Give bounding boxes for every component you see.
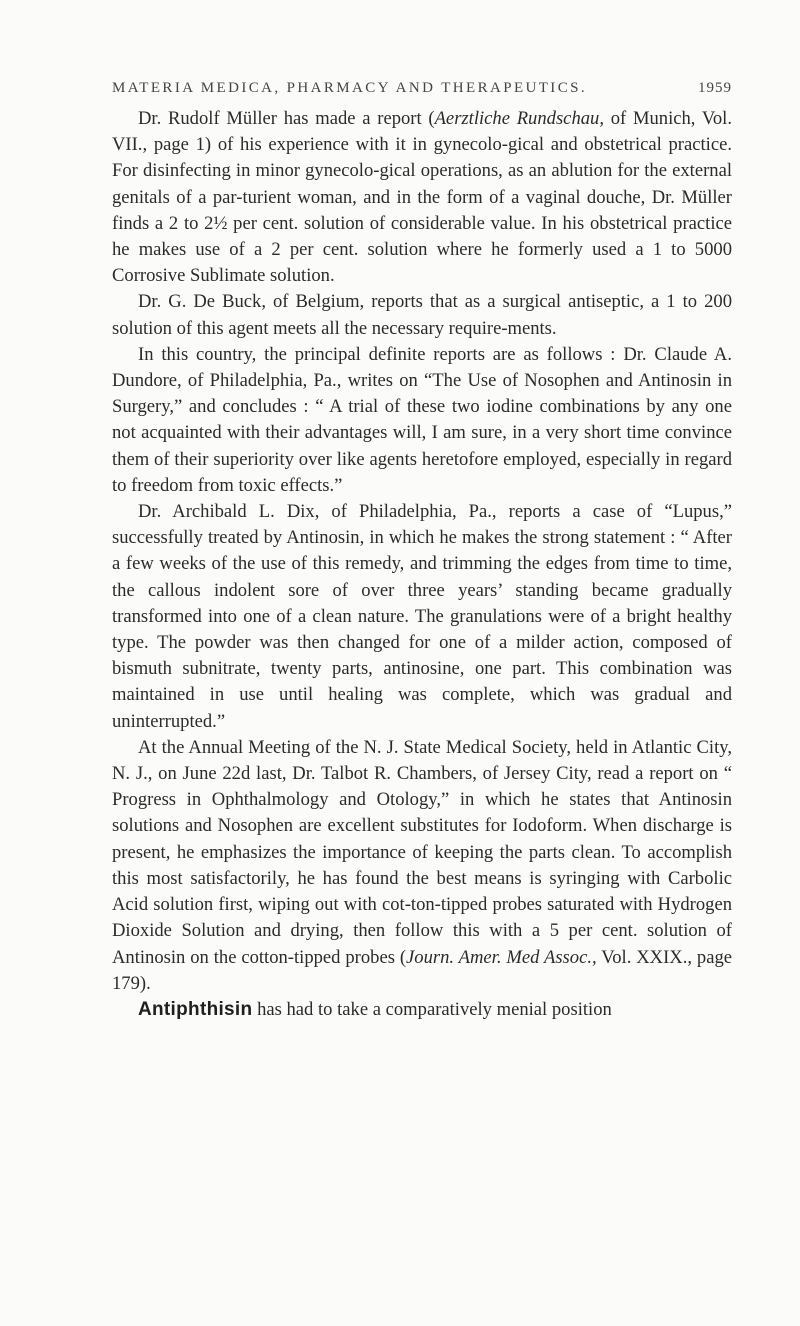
paragraph-chambers [112, 735, 732, 997]
paragraph-dix [112, 499, 732, 735]
paragraph-text: has had to take a comparatively menial position [252, 998, 612, 1020]
running-title: MATERIA MEDICA, PHARMACY AND THERAPEUTICS. [112, 80, 588, 96]
journal-title: Journ. Amer. Med Assoc., [406, 946, 597, 968]
paragraph-text: Dr. Rudolf Müller has made a report ( [138, 108, 435, 129]
paragraph-antiphthisin [112, 997, 732, 1023]
paragraph-text: Vol. XXIX., page 179). [112, 946, 732, 994]
page-number: 1959 [698, 80, 732, 96]
journal-title: Aerztliche Rundschau, [434, 108, 604, 129]
paragraph-de-buck [112, 289, 732, 341]
body-text [112, 106, 732, 1023]
paragraph-text: Dr. G. De Buck, of Belgium, reports that as a surgical antiseptic, a 1 to 200 solution of this agent meets all the necessary require-ments. [112, 291, 732, 339]
paragraph-text: In this country, the principal definite reports are as follows : Dr. Claude A. Dundore, of Philadelphia, Pa., writes on “The Use of Nosophen and Antinosin in Surgery,” and concludes : “ A trial of these two iodine combinations by any one not acquainted with their advantages will, I am sure, in a very short time convince them of their superiority over like agents heretofore employed, especially in regard to freedom from toxic effects.” [112, 343, 732, 496]
running-head [112, 80, 732, 97]
paragraph-dundore [112, 342, 732, 499]
paragraph-muller [112, 106, 732, 289]
paragraph-text: Dr. Archibald L. Dix, of Philadelphia, Pa., reports a case of “Lupus,” successfully treated by Antinosin, in which he makes the strong statement : “ After a few weeks of the use of this remedy, and trimming the edges from time to time, the callous indolent sore of over three years’ standing became gradually transformed into one of a clean nature. The granulations were of a bright healthy type. The powder was then changed for one of a milder action, composed of bismuth subnitrate, twenty parts, antinosine, one part. This combination was maintained in use until healing was complete, which was gradual and uninterrupted.” [112, 501, 732, 732]
paragraph-text: At the Annual Meeting of the N. J. State Medical Society, held in Atlantic City, N. J., on June 22d last, Dr. Talbot R. Chambers, of Jersey City, read a report on “ Progress in Ophthalmology and Otology,” in which he states that Antinosin solutions and Nosophen are excellent substitutes for Iodoform. When discharge is present, he emphasizes the importance of keeping the parts clean. To accomplish this most satisfactorily, he has found the best means is syringing with Carbolic Acid solution first, wiping out with cot-ton-tipped probes saturated with Hydrogen Dioxide Solution and drying, then follow this with a 5 per cent. solution of Antinosin on the cotton-tipped probes ( [112, 736, 732, 968]
paragraph-text: of Munich, Vol. VII., page 1) of his experience with it in gynecolo-gical and obstetrical practice. For disinfecting in minor gynecolo-gical operations, as an ablution for the external genitals of a par-turient woman, and in the form of a vaginal douche, Dr. Müller finds a 2 to 2½ per cent. solution of considerable value. In his obstetrical practice he makes use of a 2 per cent. solution where he formerly used a 1 to 5000 Corrosive Sublimate solution. [112, 108, 732, 287]
section-lead-term: Antiphthisin [138, 998, 253, 1020]
